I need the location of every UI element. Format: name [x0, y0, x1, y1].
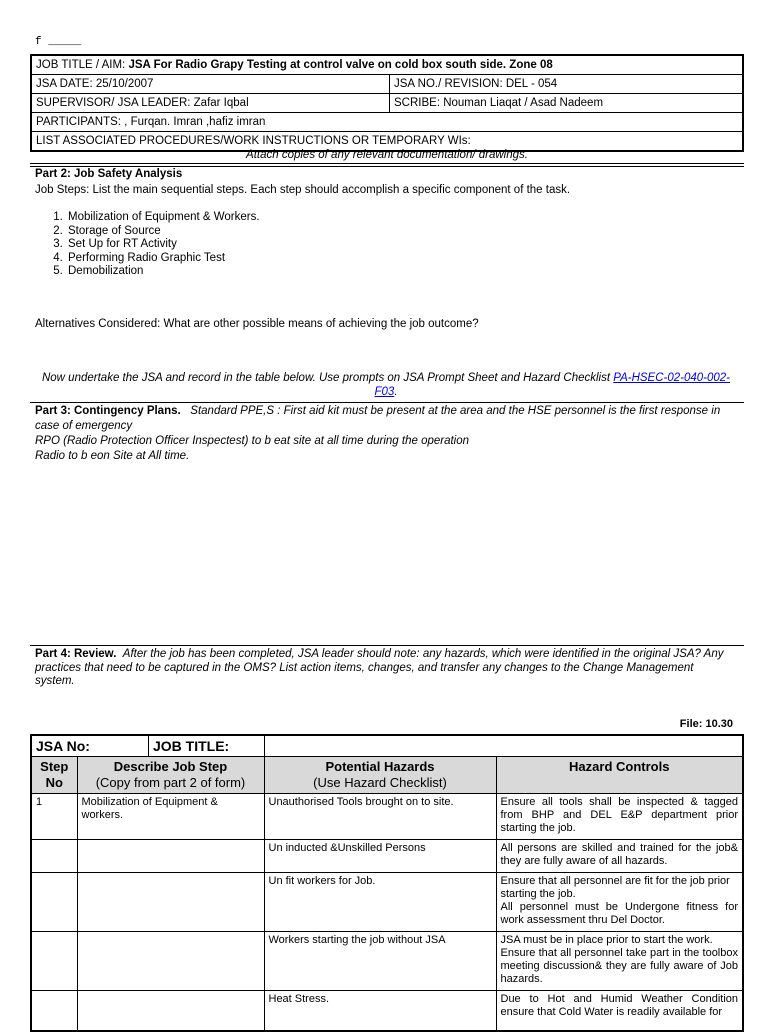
part3-heading: Part 3: Contingency Plans.: [35, 405, 181, 417]
part4-text: After the job has been completed, JSA leader should note: any hazards, which were identified in the original JSA? Any practices that need to be captured in the OMS? List action items, changes, and transfer any changes to the Change Management system.: [35, 648, 724, 687]
job-title-label: JOB TITLE:: [153, 738, 230, 754]
step-description: [77, 873, 264, 932]
hazard-checklist-link[interactable]: PA-HSEC-02-040-002-F03: [374, 372, 731, 398]
hazard-control: Due to Hot and Humid Weather Condition ensure that Cold Water is readily available for: [496, 991, 743, 1031]
divider: [30, 402, 744, 403]
part3-line-1: Standard PPE,S : First aid kit must be present at the area and the HSE personnel is the first response in case of emergency: [35, 405, 721, 432]
jsa-no-cell: [31, 735, 264, 757]
col-header-describe: Describe Job Step (Copy from part 2 of form): [77, 757, 264, 794]
list-item: 5. Demobilization: [66, 265, 260, 279]
step-description: [77, 991, 264, 1031]
job-title-value-cell: [264, 735, 743, 757]
jsa-table: [30, 734, 744, 1032]
table-row: [31, 840, 743, 873]
supervisor: SUPERVISOR/ JSA LEADER: Zafar Iqbal: [31, 94, 390, 113]
step-number: [31, 932, 77, 991]
potential-hazard: Heat Stress.: [264, 991, 496, 1031]
job-title-cell: [31, 55, 743, 75]
part3-section: [35, 404, 735, 464]
undertake-note: [36, 372, 736, 399]
associated-procedures: LIST ASSOCIATED PROCEDURES/WORK INSTRUCTIONS OR TEMPORARY WIs:: [31, 132, 743, 152]
hazard-control: All persons are skilled and trained for the job& they are fully aware of all hazards.: [496, 840, 743, 873]
step-number: [31, 991, 77, 1031]
potential-hazard: Workers starting the job without JSA: [264, 932, 496, 991]
undertake-end: .: [394, 385, 398, 398]
list-item: 2. Storage of Source: [66, 225, 260, 239]
divider: [30, 166, 744, 167]
list-item: 1. Mobilization of Equipment & Workers.: [66, 211, 260, 225]
scribe: SCRIBE: Nouman Liaqat / Asad Nadeem: [390, 94, 744, 113]
divider: [30, 163, 744, 164]
step-number: 1: [31, 794, 77, 840]
alternatives-considered: Alternatives Considered: What are other possible means of achieving the job outcome?: [35, 318, 479, 330]
part4-section: [35, 648, 735, 689]
jsa-no-label: JSA No:: [32, 736, 149, 756]
col-header-hazards: Potential Hazards (Use Hazard Checklist): [264, 757, 496, 794]
step-description: Mobilization of Equipment & workers.: [77, 794, 264, 840]
hazard-control: Ensure all tools shall be inspected & tagged from BHP and DEL E&P department prior starting the job.: [496, 794, 743, 840]
step-description: [77, 932, 264, 991]
part4-heading: Part 4: Review.: [35, 648, 117, 660]
jsa-header-table: [30, 54, 744, 152]
potential-hazard: Unauthorised Tools brought on to site.: [264, 794, 496, 840]
jsa-date: JSA DATE: 25/10/2007: [31, 75, 390, 94]
header-mark: f _____: [35, 36, 82, 48]
potential-hazard: Un fit workers for Job.: [264, 873, 496, 932]
undertake-text: Now undertake the JSA and record in the table below. Use prompts on JSA Prompt Sheet and Hazard Checklist: [41, 372, 614, 384]
potential-hazard: Un inducted &Unskilled Persons: [264, 840, 496, 873]
hazard-control: JSA must be in place prior to start the work. Ensure that all personnel take part in the toolbox meeting discussion& they are fully aware of Job hazards.: [496, 932, 743, 991]
file-reference: File: 10.30: [679, 718, 733, 730]
table-row: [31, 873, 743, 932]
step-number: [31, 840, 77, 873]
job-title-label: JOB TITLE / AIM:: [36, 59, 126, 71]
divider: [30, 645, 744, 646]
part2-intro: Job Steps: List the main sequential steps. Each step should accomplish a specific component of the task.: [35, 184, 571, 196]
attach-note: Attach copies of any relevant documentation/ drawings.: [246, 149, 528, 161]
step-description: [77, 840, 264, 873]
table-header-row: [31, 757, 743, 794]
list-item: 3. Set Up for RT Activity: [66, 238, 260, 252]
col-header-controls: Hazard Controls: [496, 757, 743, 794]
table-row: [31, 991, 743, 1031]
part3-paragraph: [35, 404, 735, 434]
step-number: [31, 873, 77, 932]
jsa-number: JSA NO./ REVISION: DEL - 054: [390, 75, 744, 94]
table-row: [31, 794, 743, 840]
col-header-step: Step No: [31, 757, 77, 794]
part3-line-3: Radio to b eon Site at All time.: [35, 450, 190, 462]
hazard-control: Ensure that all personnel are fit for the job prior starting the job. All personnel must be Undergone fitness for work assessment thru Del Doctor.: [496, 873, 743, 932]
job-title-value: JSA For Radio Grapy Testing at control valve on cold box south side. Zone 08: [128, 59, 553, 71]
participants: PARTICIPANTS: , Furqan. Imran ,hafiz imran: [31, 113, 743, 132]
part3-line-2: RPO (Radio Protection Officer Inspectest) to b eat site at all time during the operation: [35, 435, 470, 447]
list-item: 4. Performing Radio Graphic Test: [66, 252, 260, 266]
job-steps-list: [36, 211, 260, 279]
part2-heading: Part 2: Job Safety Analysis: [35, 168, 183, 180]
table-row: [31, 932, 743, 991]
